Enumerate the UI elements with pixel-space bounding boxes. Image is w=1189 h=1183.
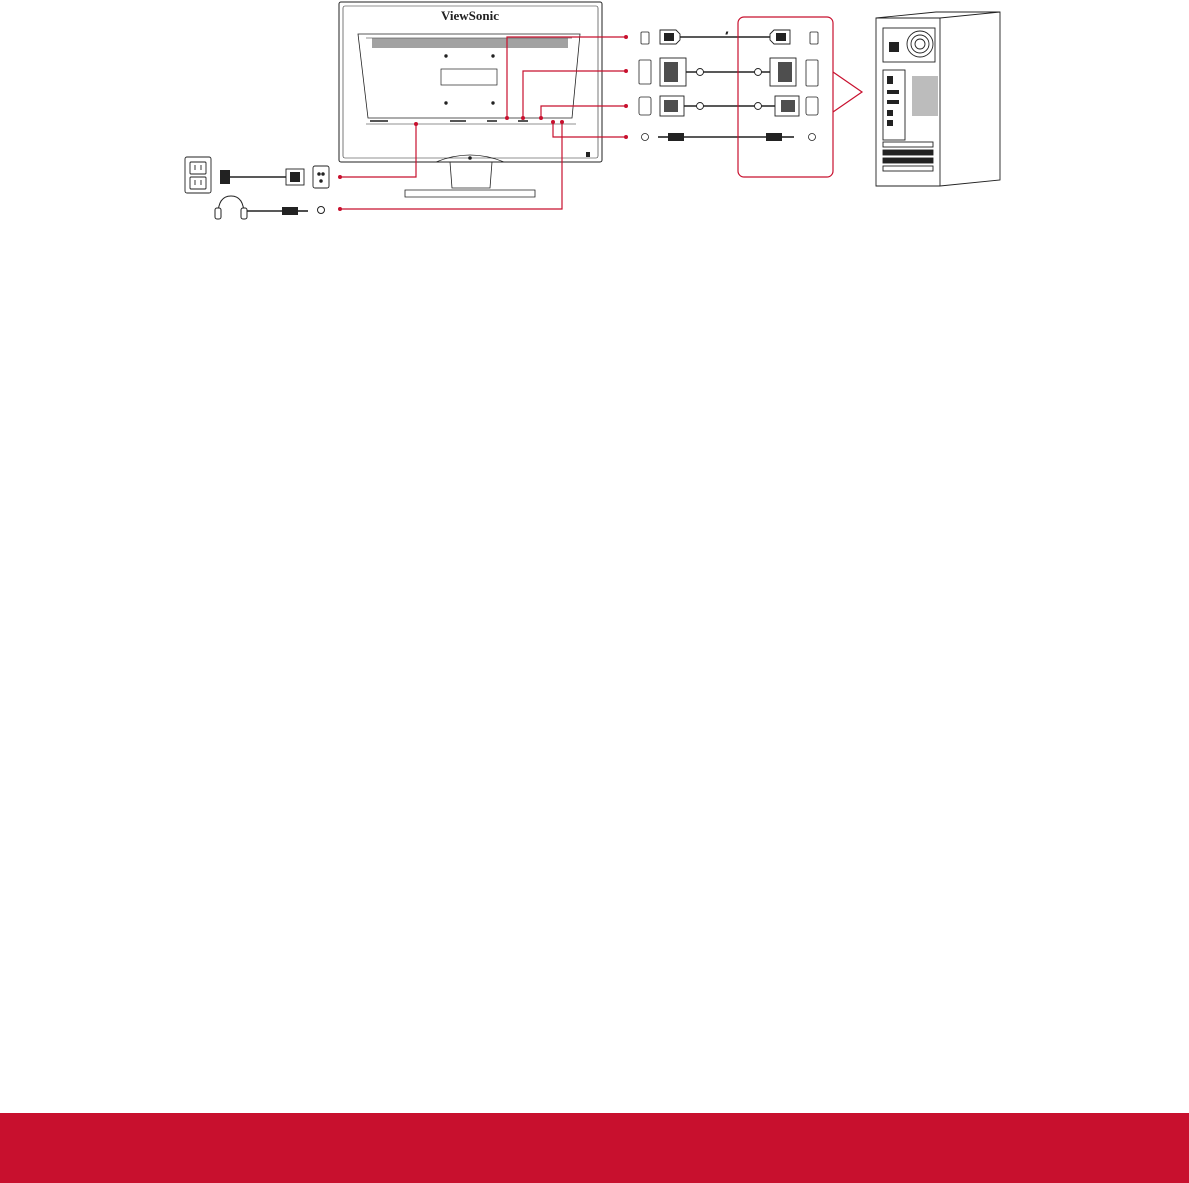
computer-callout xyxy=(738,17,862,177)
svg-text://: // xyxy=(726,31,728,35)
connection-lines xyxy=(340,37,626,209)
hdmi-port-icon xyxy=(641,32,649,44)
power-outlet-icon xyxy=(185,157,211,193)
headphones-icon xyxy=(215,196,325,219)
dvi-port-icon xyxy=(639,60,651,84)
connection-dots xyxy=(338,35,628,211)
vga-cable-icon xyxy=(660,96,799,116)
monitor-side-ports xyxy=(639,32,651,141)
dvi-cable-icon xyxy=(660,58,796,86)
audio-cable-icon xyxy=(658,133,794,141)
hdmi-cable-icon xyxy=(660,30,790,44)
footer-bar xyxy=(0,1113,1189,1183)
brand-label: ViewSonic xyxy=(440,8,500,23)
vga-port-icon xyxy=(639,97,651,115)
power-cable-icon xyxy=(220,166,329,188)
computer-tower-icon xyxy=(876,12,1000,186)
computer-side-ports xyxy=(806,32,818,141)
connection-diagram xyxy=(0,0,1189,240)
audio-port-icon xyxy=(642,134,649,141)
